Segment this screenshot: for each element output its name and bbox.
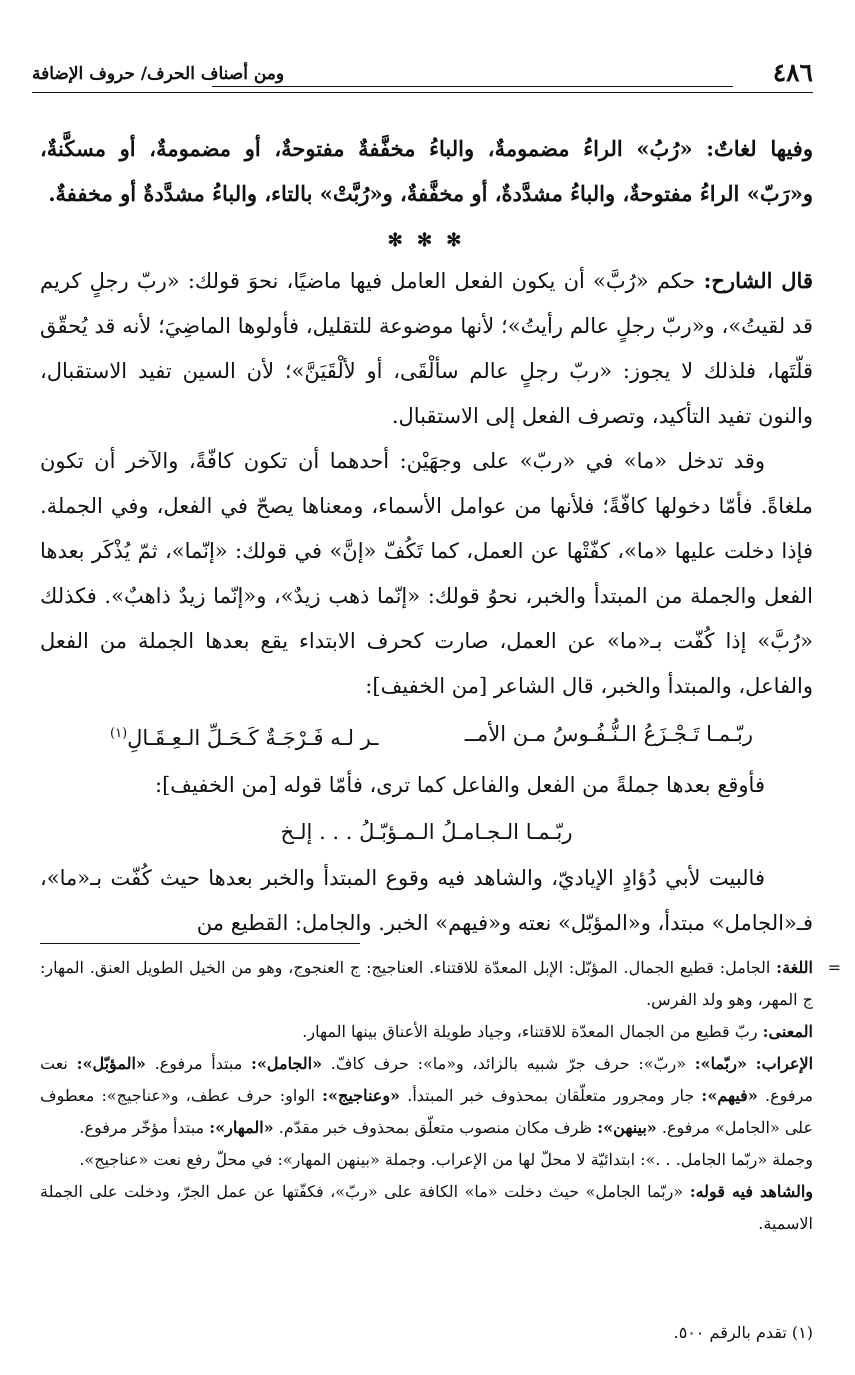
footnote-1: (١) تقدم بالرقم ٥٠٠. [673, 1323, 813, 1342]
footnote-parsing-label: الإعراب: [755, 1054, 814, 1073]
parsing-text-5: الواو: حرف عطف، و«عناجيج»: معطوف على «الجامل» مرفوع. [40, 1086, 813, 1137]
continuation-marker: = [827, 958, 841, 977]
header-underline [32, 92, 813, 93]
footnote-meaning-text: ربّ قطيع من الجمال المعدّة للاقتناء، وجياد طويلة الأعناق بينها المهار. [302, 1022, 763, 1041]
verse-1-second-hemistich [110, 709, 378, 763]
footnote-clauses: وجملة «ربّما الجامل. . .»: ابتدائيّة لا محلّ لها من الإعراب. وجملة «بينهن المهار»: في محلّ رفع نعت «عناجيج». [79, 1150, 813, 1169]
commentary-lead: قال الشارح: [703, 268, 813, 293]
footnote-lexicon-label: اللغة: [776, 958, 813, 977]
parsing-text-6: ظرف مكان منصوب متعلّق بمحذوف خبر مقدّم. [278, 1118, 598, 1137]
parsing-term-6: «بينهن»: [597, 1118, 657, 1137]
parsing-text-4: جار ومجرور متعلّقان بمحذوف خبر المبتدأ. [407, 1086, 702, 1105]
commentary-paragraph-4: فالبيت لأبي دُؤادٍ الإياديّ، والشاهد فيه وقوع المبتدأ والخبر بعدها حيث كُفّت بـ«ما»، فـ«الجامل» مبتدأ، و«المؤبّل» نعته و«فيهم» الخبر. والجامل: القطيع من [40, 866, 813, 935]
footnote-lexicon [40, 952, 813, 1016]
commentary-paragraph-3: فأوقع بعدها جملةً من الفعل والفاعل كما ترى، فأمّا قوله [من الخفيف]: [155, 773, 765, 797]
footnote-evidence-label: والشاهد فيه قوله: [689, 1182, 814, 1201]
footnote-evidence [40, 1176, 813, 1240]
parsing-text-3: نعت مرفوع. [40, 1054, 813, 1105]
parsing-text-2: مبتدأ مرفوع. [154, 1054, 251, 1073]
verse-1-second-text: ـر لـه فَـرْجَـةٌ كَـحَـلِّ الـعِـقَـالِ [127, 726, 379, 750]
running-header [32, 58, 813, 92]
footnote-meaning [40, 1016, 813, 1048]
parsing-term-4: «فيهم»: [701, 1086, 758, 1105]
commentary-paragraph-1 [40, 258, 813, 439]
footnotes [40, 952, 841, 1240]
chapter-title: ومن أصناف الحرف/ حروف الإضافة [32, 64, 285, 84]
verse-line-2: ربّـمـا الـجـامـلُ الـمـؤبّـلُ . . . إلـخ [280, 820, 573, 844]
commentary-text-1: حكم «رُبَّ» أن يكون الفعل العامل فيها ماضيًا، نحوَ قولك: «ربّ رجلٍ كريم قد لقيتُ»، و«ربّ رجلٍ عالم رأيتُ»؛ لأنها موضوعة للتقليل، فأولوها الماضِيَ؛ لأنه قد يُحقّق قلّتَها، فلذلك لا يجوز: «ربّ رجلٍ عالم سألْقَى، أو لألْقَيَنَّ»؛ لأن السين تفيد الاستقبال، والنون تفيد التأكيد، وتصرف الفعل إلى الاستقبال. [40, 269, 813, 428]
footnote-lexicon-text: الجامل: قطيع الجمال. المؤبّل: الإبل المعدّة للاقتناء. العناجيج: ج العنجوج، وهو من الخيل الطويل العنق. المهار: ج المهر، وهو ولد الفرس. [40, 958, 813, 1009]
footnote-rule [40, 943, 360, 944]
footnote-evidence-text: «ربّما الجامل» حيث دخلت «ما» الكافة على «ربّ»، فكفّتها عن عمل الجرّ، ودخلت على الجملة الاسمية. [40, 1182, 813, 1233]
verse-1-first-hemistich: ربّـمـا تَـجْـزَعُ الـنُّـفُـوسُ مـن الأمــ [464, 722, 753, 746]
verse-line-1 [40, 709, 813, 763]
parsing-term-1: «ربّما»: [694, 1054, 747, 1073]
intro-paragraph: وفيها لغاتٌ: «رُبُ» الراءُ مضمومةٌ، والباءُ مخفَّفةٌ مفتوحةٌ، أو مضمومةٌ، أو مسكَّنةٌ، و«رَبّ» الراءُ مفتوحةٌ، والباءُ مشدَّدةٌ، أو مخفَّفةٌ، و«رُبَّتْ» بالتاء، والباءُ مشدَّدةٌ أو مخففةٌ. [40, 136, 813, 206]
parsing-text-7: مبتدأ مؤخّر مرفوع. [79, 1118, 210, 1137]
parsing-text-1: «ربّ»: حرف جرّ شبيه بالزائد، و«ما»: حرف كافّ. [330, 1054, 695, 1073]
header-rule [212, 86, 733, 87]
verse-1-footnote-ref: (١) [110, 726, 128, 741]
commentary-paragraph-2: وقد تدخل «ما» في «ربّ» على وجهَيْن: أحدهما أن تكون كافّةً، والآخر أن تكون ملغاةً. فأمّا دخولها كافّةً؛ فلأنها من عوامل الأسماء، ومعناها يصحّ في الفعل، وفي الجملة. فإذا دخلت عليها «ما»، كفّتْها عن العمل، كما تَكُفّ «إنَّ» في قولك: «إنّما»، ثمّ يُذْكَر بعدها الفعل والجملة من المبتدأ والخبر، نحوُ قولك: «إنّما ذهب زيدٌ»، و«إنّما زيدٌ ذاهبٌ». فكذلك «رُبَّ» إذا كُفّت بـ«ما» عن العمل، صارت كحرف الابتداء يقع بعدها الجملة من الفعل والفاعل، والمبتدأ والخبر، قال الشاعر [من الخفيف]: [40, 449, 813, 698]
parsing-term-2: «الجامل»: [250, 1054, 323, 1073]
section-separator: ✻ ✻ ✻ [387, 230, 466, 251]
parsing-term-7: «المهار»: [209, 1118, 274, 1137]
parsing-term-3: «المؤبّل»: [76, 1054, 146, 1073]
page-number: ٤٨٦ [772, 58, 813, 87]
footnote-meaning-label: المعنى: [762, 1022, 813, 1041]
main-text [40, 126, 813, 946]
footnote-parsing [40, 1048, 813, 1144]
parsing-term-5: «وعناجيج»: [322, 1086, 401, 1105]
